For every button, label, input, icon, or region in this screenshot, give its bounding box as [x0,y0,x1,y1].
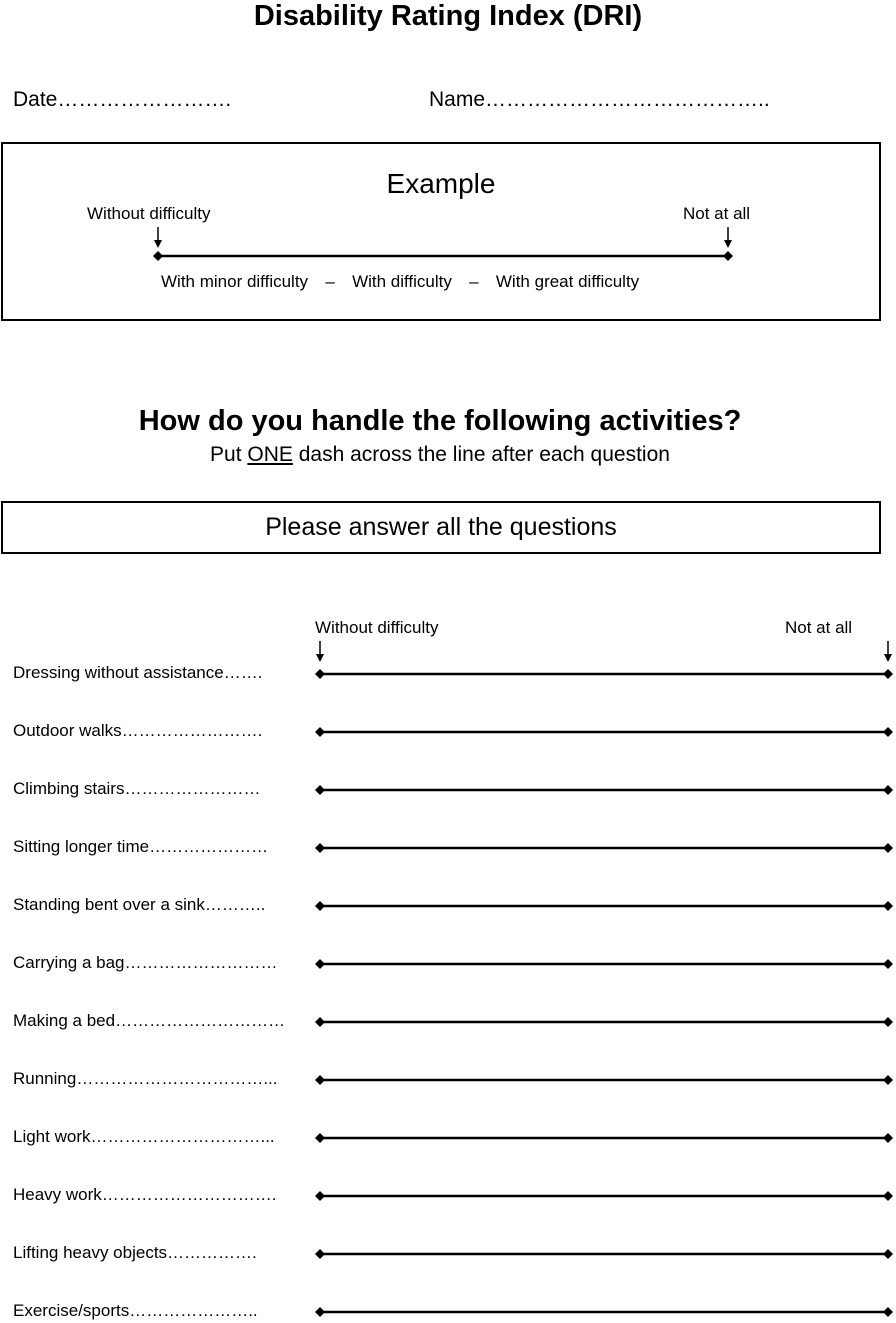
scale-endpoint-marker [315,901,325,911]
date-field[interactable]: Date……………………. [13,88,232,111]
question-label: Sitting longer time………………… [13,837,269,856]
question-label: Lifting heavy objects……………. [13,1243,257,1262]
question-label: Making a bed………………………… [13,1011,286,1030]
instruction-emphasis: ONE [247,443,293,466]
scale-endpoint-marker [315,843,325,853]
scale-endpoint-marker [315,959,325,969]
instruction-text: dash across the line after each question [292,443,670,466]
question-label: Dressing without assistance……. [13,663,263,682]
scale-endpoint-marker [315,785,325,795]
name-field[interactable]: Name………………………………….. [429,88,770,111]
scale-endpoint-marker [883,1133,893,1143]
page-title: Disability Rating Index (DRI) [253,0,643,32]
scale-endpoint-marker [883,901,893,911]
question-label: Climbing stairs…………………… [13,779,261,798]
scale-endpoint-marker [315,727,325,737]
scale-term-minor: With minor difficulty [161,272,309,291]
scale-endpoint-marker [883,1191,893,1201]
scale-endpoint-marker [315,669,325,679]
example-right-label: Not at all [683,204,751,223]
scale-endpoint-marker [883,785,893,795]
example-left-label: Without difficulty [87,204,211,223]
example-title: Example [386,168,496,199]
question-label: Light work…………………………... [13,1127,275,1146]
separator: – [469,272,479,291]
question-label: Outdoor walks……………………. [13,721,263,740]
instruction-text: Put [210,443,248,466]
scale-endpoint-marker [883,1075,893,1085]
scale-term-difficulty: With difficulty [352,272,452,291]
scale-endpoint-marker [315,1249,325,1259]
scale-endpoint-marker [883,843,893,853]
answer-all-text: Please answer all the questions [265,513,617,541]
scale-endpoint-marker [315,1307,325,1317]
scale-endpoint-marker [315,1075,325,1085]
scale-endpoint-marker [883,669,893,679]
scale-endpoint-marker [315,1191,325,1201]
scale-left-arrowhead [316,654,324,662]
question-label: Standing bent over a sink……….. [13,895,266,914]
question-label: Carrying a bag……………………… [13,953,278,972]
scale-right-arrowhead [884,654,892,662]
question-label: Exercise/sports………………….. [13,1301,258,1320]
scale-endpoint-marker [315,1133,325,1143]
scale-left-label: Without difficulty [315,618,439,637]
scale-term-great: With great difficulty [495,272,640,291]
scale-endpoint-marker [883,1249,893,1259]
scale-endpoint-marker [883,959,893,969]
separator: – [325,272,335,291]
questions-heading: How do you handle the following activities? [138,405,742,437]
scale-endpoint-marker [883,1017,893,1027]
question-label: Heavy work…………………………. [13,1185,277,1204]
scale-endpoint-marker [883,1307,893,1317]
scale-endpoint-marker [883,727,893,737]
scale-right-label: Not at all [785,618,853,637]
question-label: Running……………………………... [13,1069,278,1088]
scale-endpoint-marker [315,1017,325,1027]
